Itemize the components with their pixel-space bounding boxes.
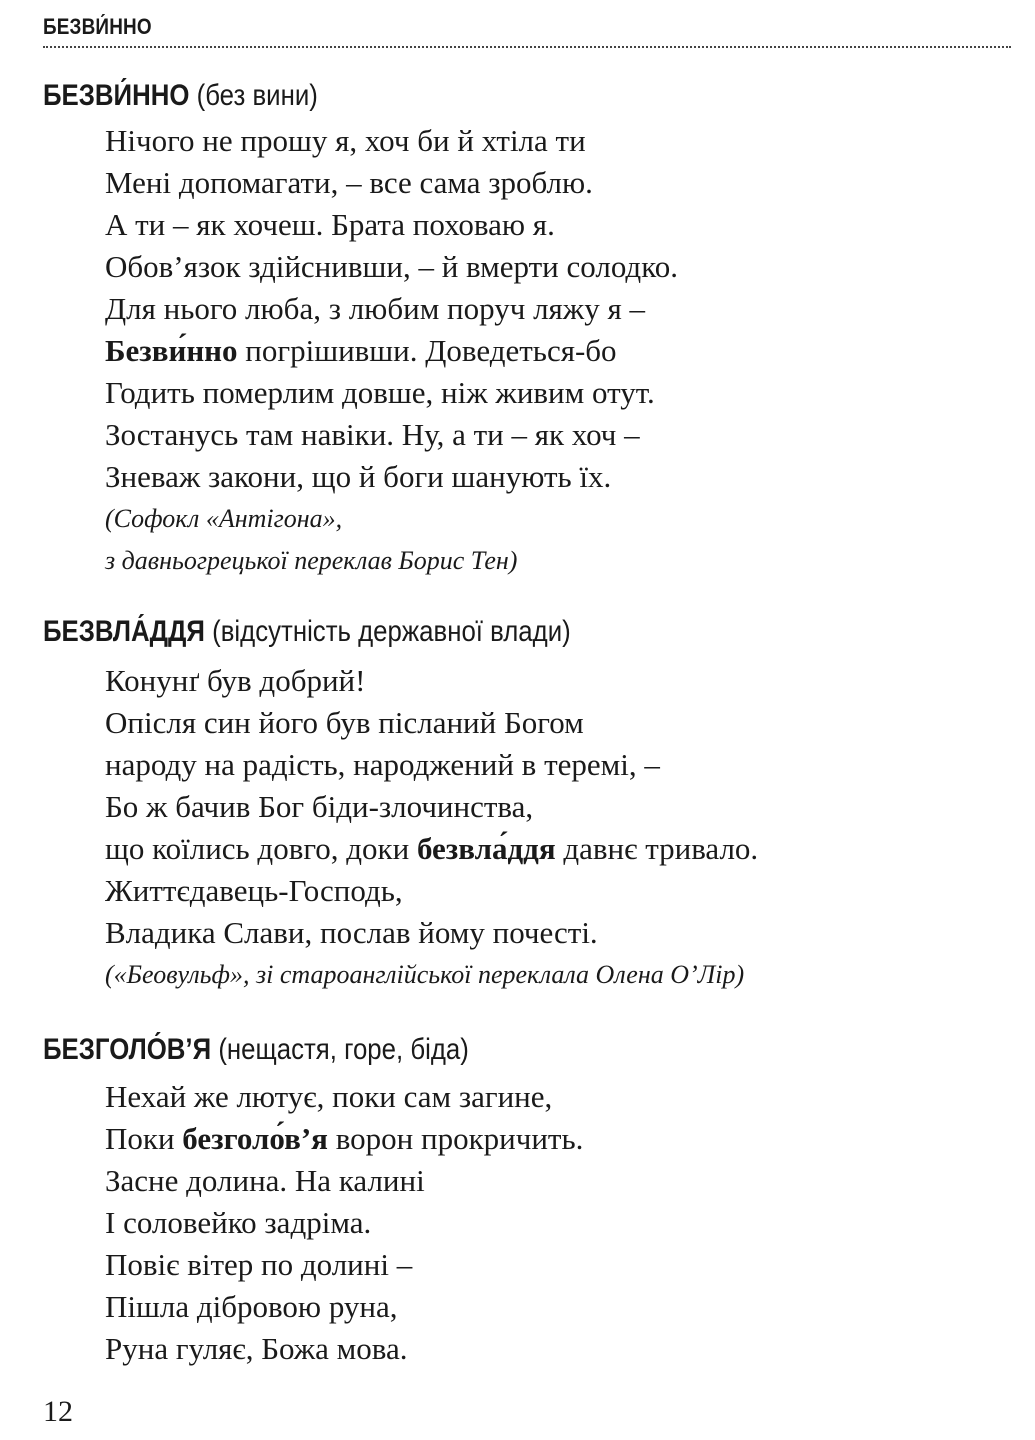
entry-headword: БЕЗВЛА́ДДЯ [43,615,205,648]
highlighted-headword: Безви́нно [105,333,238,368]
verse-line: І соловейко задріма. [105,1205,372,1240]
entry-headword: БЕЗВИ́ННО [43,79,190,112]
verse-line: Бо ж бачив Бог біди-злочинства, [105,789,534,824]
entry-headword-row [43,78,318,114]
entry-gloss: (без вини) [196,79,318,112]
verse-line: Обов’язок здійснивши, – й вмерти солодко. [105,249,678,284]
entry-gloss: (відсутність державної влади) [212,615,571,648]
page-number: 12 [43,1395,73,1428]
entry-headword-row [43,1032,469,1068]
verse-line: А ти – як хочеш. Брата поховаю я. [105,207,555,242]
verse-line: Життєдавець-Господь, [105,873,403,908]
verse-line: Опісля син його був післаний Богом [105,705,584,740]
verse-line: Зневаж закони, що й боги шанують їх. [105,459,612,494]
running-head: БЕЗВИ́ННО [43,14,152,39]
verse-line: Годить померлим довше, ніж живим отут. [105,375,655,410]
verse-line: що коїлись довго, доки безвла́ддя давнє тривало. [105,831,759,866]
entry-quotation [105,1076,583,1370]
verse-line: Руна гуляє, Божа мова. [105,1331,408,1366]
entry-quotation [105,120,678,582]
verse-line: Для нього люба, з любим поруч ляжу я – [105,291,645,326]
verse-line: Безви́нно погрішивши. Доведеться-бо [105,333,617,368]
verse-line: Мені допомагати, – все сама зроблю. [105,165,593,200]
verse-line: Засне долина. На калині [105,1163,425,1198]
quotation-source: (Софокл «Антігона», [105,504,343,533]
quotation-source: з давньогрецької переклав Борис Тен) [105,546,518,575]
verse-line: Конунґ був добрий! [105,663,366,698]
verse-line: Зостанусь там навіки. Ну, а ти – як хоч – [105,417,640,452]
entry-headword-row [43,614,571,650]
verse-line: народу на радість, народжений в теремі, – [105,747,660,782]
quotation-source: («Беовульф», зі староанглійської переклала Олена О’Лір) [105,960,745,989]
verse-line: Пішла дібровою руна, [105,1289,398,1324]
dotted-rule-divider [43,46,1011,48]
verse-line: Нехай же лютує, поки сам загине, [105,1079,553,1114]
entry-headword: БЕЗГОЛО́В’Я [43,1033,212,1066]
verse-line: Нічого не прошу я, хоч би й хтіла ти [105,123,586,158]
verse-line: Повіє вітер по долині – [105,1247,413,1282]
verse-line: Поки безголо́в’я ворон прокричить. [105,1121,584,1156]
highlighted-headword: безголо́в’я [182,1121,328,1156]
highlighted-headword: безвла́ддя [416,831,556,866]
entry-gloss: (нещастя, горе, біда) [218,1033,469,1066]
entry-quotation [105,660,758,996]
verse-line: Владика Слави, послав йому почесті. [105,915,598,950]
